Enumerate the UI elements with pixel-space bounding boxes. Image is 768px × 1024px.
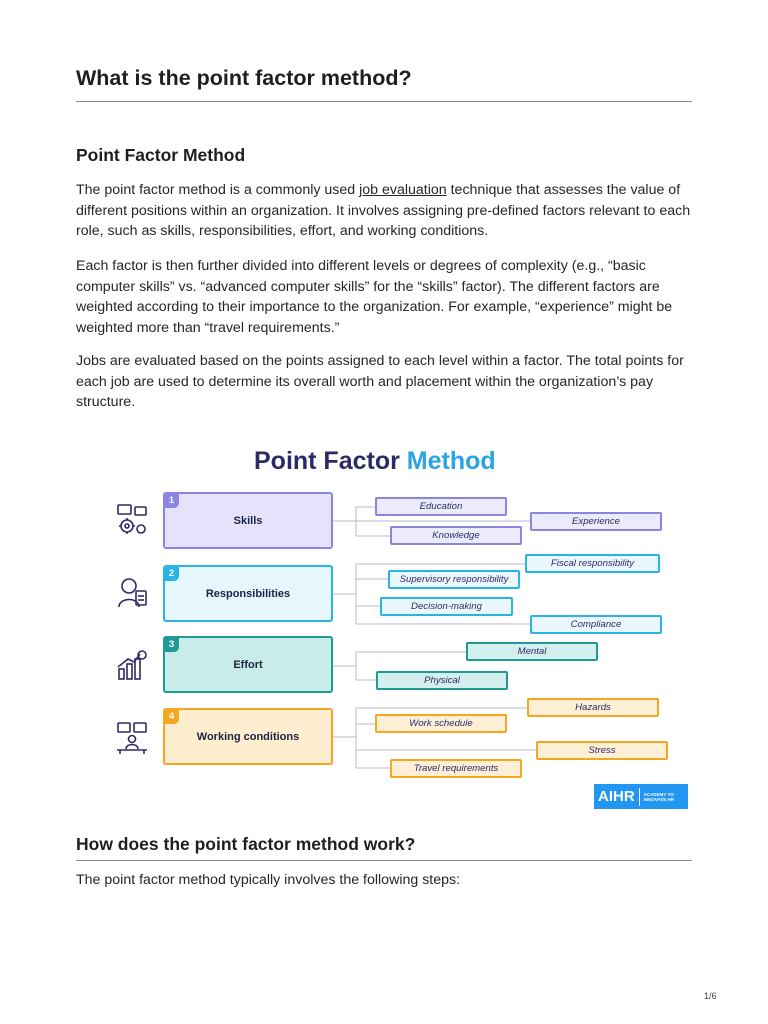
paragraph-job-points: Jobs are evaluated based on the points assigned to each level within a factor. The total points for each job are used to determine its overall worth and placement within the organization’s pay structure. bbox=[76, 353, 684, 410]
subfactor-decision-making: Decision-making bbox=[380, 597, 513, 616]
aihr-wordmark: AIHR bbox=[598, 788, 635, 805]
job-evaluation-link[interactable]: job evaluation bbox=[359, 182, 447, 198]
factor-number-badge: 4 bbox=[164, 709, 179, 724]
factor-number-badge: 1 bbox=[164, 493, 179, 508]
growth-chart-icon bbox=[114, 647, 150, 683]
subfactor-stress: Stress bbox=[536, 741, 668, 760]
subfactor-physical: Physical bbox=[376, 671, 508, 690]
factor-label-skills: Skills bbox=[233, 514, 263, 527]
factor-box-working-conditions bbox=[163, 708, 333, 765]
aihr-logo-divider bbox=[639, 788, 640, 806]
section-heading-how-it-works: How does the point factor method work? bbox=[76, 834, 416, 854]
subfactor-work-schedule: Work schedule bbox=[375, 714, 507, 733]
infographic-title-accent: Method bbox=[406, 447, 496, 475]
page-title: What is the point factor method? bbox=[76, 66, 412, 90]
person-clipboard-icon bbox=[114, 575, 150, 611]
subfactor-mental: Mental bbox=[466, 642, 598, 661]
factor-label-effort: Effort bbox=[233, 658, 263, 671]
subfactor-fiscal-responsibility: Fiscal responsibility bbox=[525, 554, 660, 573]
paragraph-factor-levels: Each factor is then further divided into different levels or degrees of complexity (e.g., “basic computer skills” vs. “advanced computer skills” for the “skills” factor). The different factors are weighted according to their importance to the organization. For example, “experience” might be weighted more than “travel requirements.” bbox=[76, 258, 673, 336]
section-divider bbox=[76, 860, 692, 861]
factor-number-badge: 3 bbox=[164, 637, 179, 652]
factor-label-responsibilities: Responsibilities bbox=[205, 587, 291, 600]
subfactor-compliance: Compliance bbox=[530, 615, 662, 634]
gears-computer-icon bbox=[114, 502, 150, 538]
title-divider bbox=[76, 101, 692, 102]
paragraph-intro-start: The point factor method is a commonly used bbox=[76, 182, 360, 198]
subfactor-hazards: Hazards bbox=[527, 698, 659, 717]
subfactor-supervisory-responsibility: Supervisory responsibility bbox=[388, 570, 520, 589]
paragraph-steps-intro: The point factor method typically involves the following steps: bbox=[76, 872, 461, 888]
factor-box-effort bbox=[163, 636, 333, 693]
factor-box-responsibilities bbox=[163, 565, 333, 622]
section-heading-point-factor-method: Point Factor Method bbox=[76, 145, 246, 165]
point-factor-infographic bbox=[100, 440, 700, 820]
paragraph-intro-rest: value of different positions within an organization. It involves assigning pre-defined factors relevant to each role, such as skills, responsibilities, effort, and working conditions. bbox=[76, 182, 691, 239]
aihr-tagline: ACADEMY TO INNOVATE HR bbox=[643, 791, 675, 802]
page-number: 1/6 bbox=[704, 991, 717, 1001]
subfactor-travel-requirements: Travel requirements bbox=[390, 759, 522, 778]
paragraph-intro-mid: technique that assesses the bbox=[446, 182, 627, 198]
subfactor-education: Education bbox=[375, 497, 507, 516]
factor-number-badge: 2 bbox=[164, 566, 179, 581]
factor-label-working-conditions: Working conditions bbox=[196, 730, 300, 743]
subfactor-knowledge: Knowledge bbox=[390, 526, 522, 545]
paragraph-intro bbox=[76, 180, 696, 242]
infographic-title-main: Point Factor bbox=[254, 447, 407, 475]
factor-box-skills bbox=[163, 492, 333, 549]
work-desk-icon bbox=[114, 719, 150, 755]
aihr-logo bbox=[594, 784, 688, 809]
subfactor-experience: Experience bbox=[530, 512, 662, 531]
